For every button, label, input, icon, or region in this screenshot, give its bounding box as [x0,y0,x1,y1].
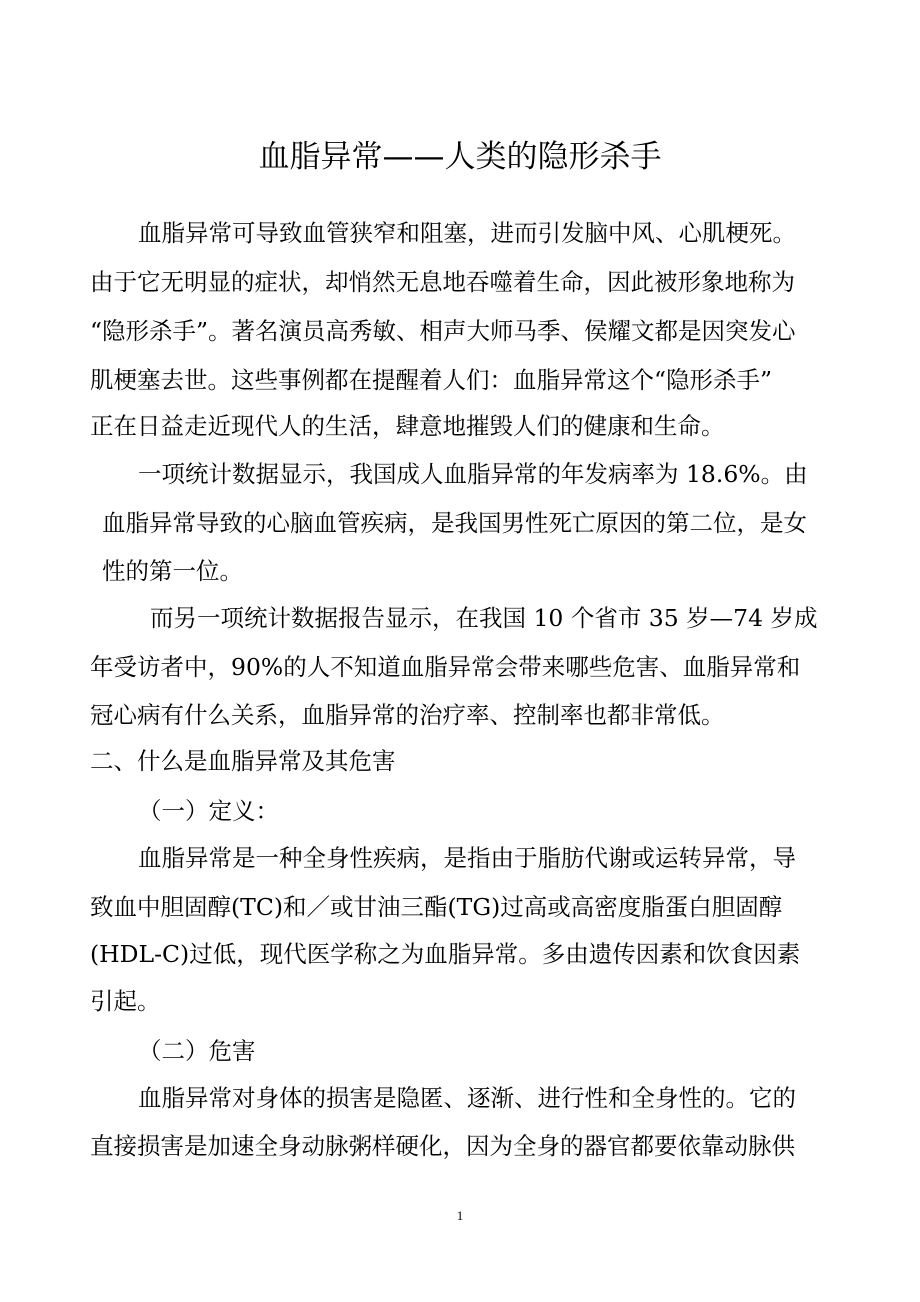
text-line: 血脂异常是一种全身性疾病，是指由于脂肪代谢或运转异常，导 [138,844,796,872]
text-line: 年受访者中，90%的人不知道血脂异常会带来哪些危害、血脂异常和 [90,653,801,681]
text-line: 性的第一位。 [102,557,243,585]
text-line: 血脂异常可导致血管狭窄和阻塞，进而引发脑中风、心肌梗死。 [138,219,796,247]
text-line: 由于它无明显的症状，却悄然无息地吞噬着生命，因此被形象地称为 [90,268,795,296]
subheading-definition: （一）定义： [138,797,279,825]
text-line: 冠心病有什么关系，血脂异常的治疗率、控制率也都非常低。 [90,701,725,729]
text-line: 一项统计数据显示，我国成人血脂异常的年发病率为 18.6%。由 [138,460,808,488]
text-line: 致血中胆固醇(TC)和／或甘油三酯(TG)过高或高密度脂蛋白胆固醇 [90,893,783,921]
subheading-harm: （二）危害 [138,1037,256,1065]
text-line: 直接损害是加速全身动脉粥样硬化，因为全身的器官都要依靠动脉供 [90,1132,795,1160]
text-line: 引起。 [90,987,161,1015]
text-line: 血脂异常对身体的损害是隐匿、逐渐、进行性和全身性的。它的 [138,1084,796,1112]
page-number: 1 [456,1208,464,1223]
section-heading-2: 二、什么是血脂异常及其危害 [90,747,396,775]
text-line: 肌梗塞去世。这些事例都在提醒着人们：血脂异常这个“隐形杀手” [90,366,773,394]
text-line: “隐形杀手”。著名演员高秀敏、相声大师马季、侯耀文都是因突发心 [90,317,796,345]
text-line: (HDL-C)过低，现代医学称之为血脂异常。多由遗传因素和饮食因素 [90,940,801,968]
text-line: 而另一项统计数据报告显示，在我国 10 个省市 35 岁—74 岁成 [150,604,818,632]
document-title: 血脂异常——人类的隐形杀手 [258,138,662,175]
text-line: 正在日益走近现代人的生活，肆意地摧毁人们的健康和生命。 [90,412,725,440]
text-line: 血脂异常导致的心脑血管疾病，是我国男性死亡原因的第二位，是女 [102,509,807,537]
